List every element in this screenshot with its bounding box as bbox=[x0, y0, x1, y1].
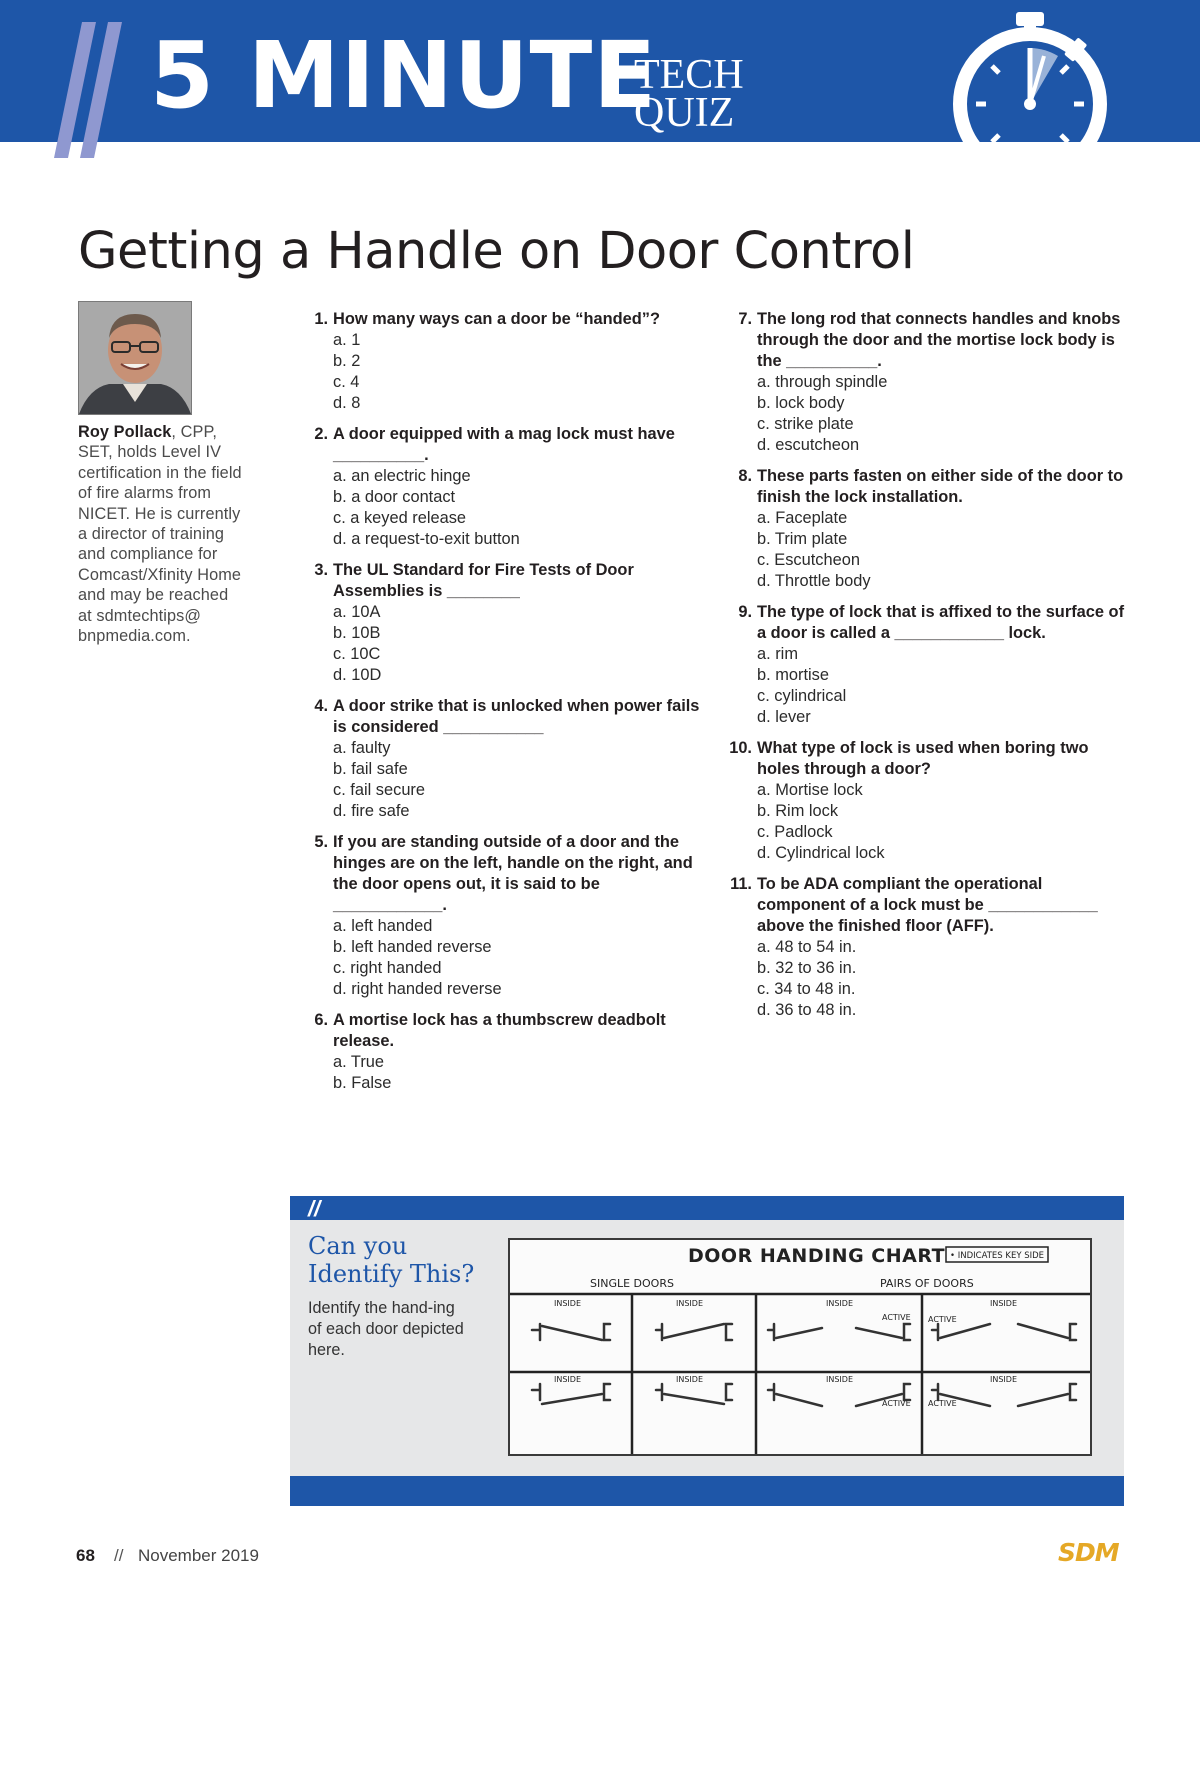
question-text: The type of lock that is affixed to the surface of a door is called a ____________ lock. bbox=[757, 603, 1125, 642]
answer-option: c. right handed bbox=[333, 959, 442, 977]
question-4 bbox=[306, 696, 716, 822]
question-9 bbox=[730, 602, 1130, 728]
question-text: If you are standing outside of a door and the hinges are on the left, handle on the right, and the door opens out, it is said to be ____________. bbox=[333, 833, 693, 914]
question-number: 7. bbox=[738, 310, 752, 328]
question-text: What type of lock is used when boring two holes through a door? bbox=[757, 739, 1089, 778]
chart-pairs-label: PAIRS OF DOORS bbox=[880, 1277, 974, 1290]
header-banner bbox=[0, 0, 1200, 142]
answer-option: a. 48 to 54 in. bbox=[757, 938, 857, 956]
answer-option: d. escutcheon bbox=[757, 436, 860, 454]
cell-label-inside: INSIDE bbox=[676, 1375, 703, 1384]
answer-option: b. a door contact bbox=[333, 488, 456, 506]
cell-label-active: ACTIVE bbox=[928, 1315, 957, 1324]
question-3 bbox=[306, 560, 716, 686]
quiz-column-right bbox=[730, 309, 1130, 1031]
answer-option: b. 2 bbox=[333, 352, 361, 370]
question-7 bbox=[730, 309, 1130, 456]
question-number: 5. bbox=[314, 833, 328, 851]
identify-heading bbox=[308, 1232, 474, 1288]
question-1 bbox=[306, 309, 716, 414]
answer-option: b. lock body bbox=[757, 394, 845, 412]
chart-title: DOOR HANDING CHART bbox=[688, 1245, 946, 1267]
answer-option: a. 10A bbox=[333, 603, 381, 621]
double-slash-mark: // bbox=[308, 1196, 321, 1221]
box-top-bar bbox=[290, 1196, 1124, 1220]
question-text: The long rod that connects handles and knobs through the door and the mortise lock body is the __________. bbox=[757, 310, 1121, 370]
answer-option: c. Padlock bbox=[757, 823, 833, 841]
answer-option: b. fail safe bbox=[333, 760, 408, 778]
answer-option: c. 34 to 48 in. bbox=[757, 980, 856, 998]
chart-key-note: • INDICATES KEY SIDE bbox=[950, 1251, 1045, 1261]
header-title: 5 MINUTE bbox=[150, 22, 658, 129]
question-8 bbox=[730, 466, 1130, 592]
cell-label-inside: INSIDE bbox=[990, 1375, 1017, 1384]
question-text: A mortise lock has a thumbscrew deadbolt release. bbox=[333, 1011, 666, 1050]
question-number: 1. bbox=[314, 310, 328, 328]
answer-option: d. a request-to-exit button bbox=[333, 530, 520, 548]
author-photo bbox=[78, 301, 192, 415]
answer-option: b. Trim plate bbox=[757, 530, 848, 548]
question-text: A door strike that is unlocked when power fails is considered ___________ bbox=[333, 697, 700, 736]
answer-option: b. False bbox=[333, 1074, 392, 1092]
answers-note: ANSWERS ON PAGE 80. bbox=[308, 1762, 545, 1782]
answer-option: c. 10C bbox=[333, 645, 381, 663]
answer-option: c. a keyed release bbox=[333, 509, 467, 527]
header-subtitle-line2: QUIZ bbox=[634, 90, 735, 136]
cell-label-inside: INSIDE bbox=[554, 1375, 581, 1384]
answer-option: a. rim bbox=[757, 645, 798, 663]
answer-option: d. Throttle body bbox=[757, 572, 871, 590]
question-11 bbox=[730, 874, 1130, 1021]
question-number: 8. bbox=[738, 467, 752, 485]
header-subtitle bbox=[634, 52, 744, 136]
answer-option: a. Mortise lock bbox=[757, 781, 863, 799]
answer-option: a. through spindle bbox=[757, 373, 888, 391]
cell-label-inside: INSIDE bbox=[676, 1299, 703, 1308]
question-number: 11. bbox=[730, 875, 752, 893]
answer-option: a. an electric hinge bbox=[333, 467, 471, 485]
question-6 bbox=[306, 1010, 716, 1094]
question-2 bbox=[306, 424, 716, 550]
cell-label-inside: INSIDE bbox=[826, 1375, 853, 1384]
cell-label-inside: INSIDE bbox=[554, 1299, 581, 1308]
question-number: 3. bbox=[314, 561, 328, 579]
question-text: How many ways can a door be “handed”? bbox=[333, 310, 660, 328]
cell-label-active: ACTIVE bbox=[882, 1399, 911, 1408]
cell-label-active: ACTIVE bbox=[928, 1399, 957, 1408]
question-number: 4. bbox=[314, 697, 328, 715]
door-handing-chart bbox=[508, 1238, 1092, 1456]
answer-option: a. left handed bbox=[333, 917, 433, 935]
answer-option: d. lever bbox=[757, 708, 811, 726]
answer-option: b. mortise bbox=[757, 666, 829, 684]
author-portrait-image bbox=[79, 302, 191, 414]
answer-option: d. 10D bbox=[333, 666, 382, 684]
answer-option: b. 10B bbox=[333, 624, 381, 642]
answer-option: d. 36 to 48 in. bbox=[757, 1001, 857, 1019]
question-text: The UL Standard for Fire Tests of Door Assemblies is ________ bbox=[333, 561, 634, 600]
author-bio-text: , CPP, SET, holds Level IV certification in the field of fire alarms from NICET. He is currently a director of training and compliance for Comcast/Xfinity Home and may be reached at sdmtechtips@ bnpmedia.com. bbox=[78, 423, 242, 646]
sdm-logo: SDM bbox=[1058, 1538, 1119, 1567]
question-number: 6. bbox=[314, 1011, 328, 1029]
question-number: 9. bbox=[738, 603, 752, 621]
page-number: 68 bbox=[76, 1546, 95, 1565]
cell-label-active: ACTIVE bbox=[882, 1313, 911, 1322]
answer-option: c. strike plate bbox=[757, 415, 854, 433]
cell-label-inside: INSIDE bbox=[990, 1299, 1017, 1308]
author-bio bbox=[78, 422, 246, 646]
question-number: 2. bbox=[314, 425, 328, 443]
identify-heading-line2: Identify This? bbox=[308, 1260, 475, 1288]
double-slash-graphic bbox=[52, 20, 152, 160]
answer-option: a. 1 bbox=[333, 331, 361, 349]
answer-option: c. 4 bbox=[333, 373, 360, 391]
question-5 bbox=[306, 832, 716, 1000]
answer-option: c. cylindrical bbox=[757, 687, 847, 705]
chart-single-label: SINGLE DOORS bbox=[590, 1277, 674, 1290]
stopwatch-icon bbox=[940, 8, 1120, 142]
door-handing-chart-drawing bbox=[510, 1240, 1090, 1454]
cell-label-inside: INSIDE bbox=[826, 1299, 853, 1308]
answer-option: c. fail secure bbox=[333, 781, 426, 799]
answer-option: d. right handed reverse bbox=[333, 980, 502, 998]
header-subtitle-line1: TECH bbox=[634, 52, 744, 98]
answer-option: a. Faceplate bbox=[757, 509, 848, 527]
question-number: 10. bbox=[729, 739, 752, 757]
identify-heading-line1: Can you bbox=[308, 1232, 408, 1260]
article-title: Getting a Handle on Door Control bbox=[78, 222, 915, 281]
answer-option: b. left handed reverse bbox=[333, 938, 492, 956]
identify-text: Identify the hand-ing of each door depicted here. bbox=[308, 1299, 464, 1359]
answer-option: c. Escutcheon bbox=[757, 551, 860, 569]
answer-option: b. Rim lock bbox=[757, 802, 839, 820]
question-10 bbox=[730, 738, 1130, 864]
issue-date: November 2019 bbox=[138, 1546, 259, 1565]
footer-separator: // bbox=[114, 1546, 124, 1565]
quiz-column-left bbox=[306, 309, 716, 1104]
author-name: Roy Pollack bbox=[78, 423, 172, 441]
answer-option: a. faulty bbox=[333, 739, 391, 757]
question-text: A door equipped with a mag lock must have __________. bbox=[333, 425, 675, 464]
answer-option: d. 8 bbox=[333, 394, 361, 412]
answer-option: d. fire safe bbox=[333, 802, 410, 820]
answer-option: a. True bbox=[333, 1053, 385, 1071]
answer-option: b. 32 to 36 in. bbox=[757, 959, 857, 977]
question-text: These parts fasten on either side of the door to finish the lock installation. bbox=[757, 467, 1124, 506]
answer-option: d. Cylindrical lock bbox=[757, 844, 885, 862]
question-text: To be ADA compliant the operational component of a lock must be ____________ above the finished floor (AFF). bbox=[757, 875, 1098, 935]
